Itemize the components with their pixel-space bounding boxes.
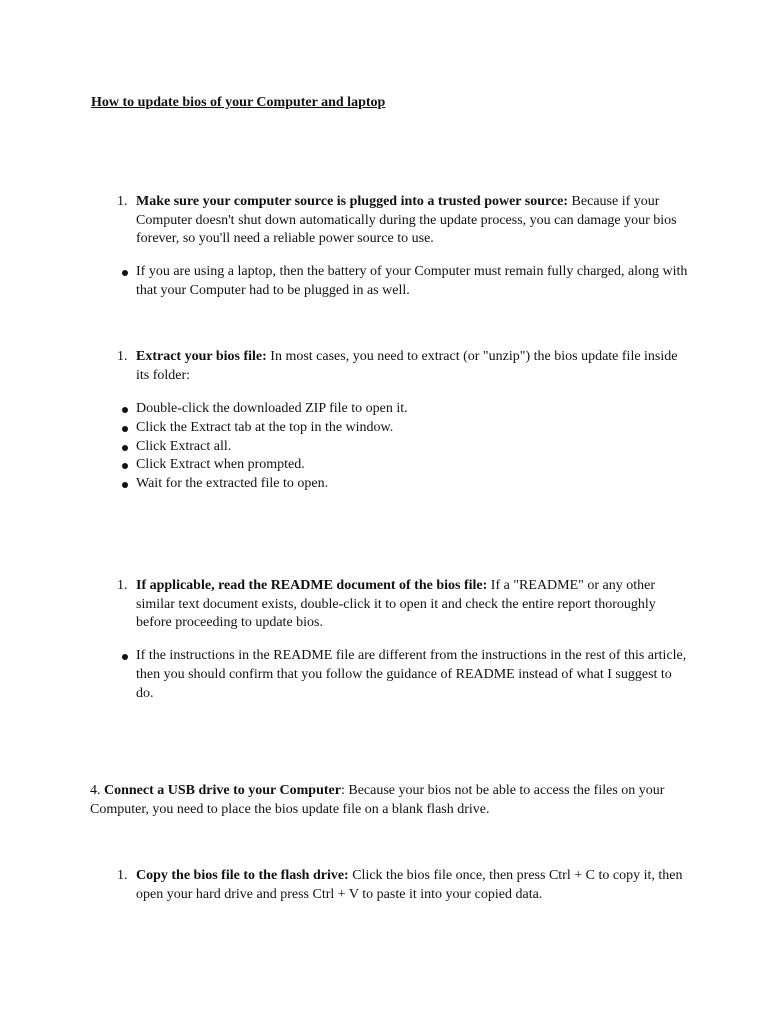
- list-item: [120, 456, 690, 475]
- numbered-paragraph: [90, 782, 690, 819]
- bullet-icon: [122, 654, 128, 660]
- item-lead: Make sure your computer source is plugged into a trusted power source:: [136, 194, 569, 209]
- item-body: [136, 577, 687, 633]
- item-text: : Because your bios not be able to access the files on your Computer, you need to place the bios update file on a blank flash drive.: [90, 783, 665, 817]
- item-lead: Connect a USB drive to your Computer: [104, 783, 341, 798]
- list-item: [120, 438, 690, 457]
- list-item: [120, 475, 690, 494]
- list-item: [120, 647, 690, 703]
- item-text: In most cases, you need to extract (or "unzip") the bios update file inside its folder:: [136, 349, 678, 383]
- item-body: [136, 348, 687, 385]
- item-lead: Extract your bios file:: [136, 349, 267, 364]
- bullet-icon: [122, 270, 128, 276]
- list-item: [120, 400, 690, 419]
- list-item-text: Click Extract all.: [136, 438, 232, 454]
- list-item: [120, 263, 690, 301]
- item-number: 4.: [90, 783, 101, 798]
- bullet-icon: [122, 482, 128, 488]
- item-number: 1.: [117, 349, 128, 364]
- item-number: 1.: [117, 868, 128, 883]
- numbered-item: [117, 193, 687, 249]
- list-item-text: Double-click the downloaded ZIP file to open it.: [136, 401, 408, 416]
- document-title: How to update bios of your Computer and laptop: [91, 95, 386, 110]
- bullet-list: [120, 400, 690, 494]
- list-item-text: If the instructions in the README file are different from the instructions in the rest of this article, then you should confirm that you follow the guidance of README instead of what I suggest to do.: [136, 648, 687, 701]
- bullet-list: [120, 647, 690, 703]
- bullet-icon: [122, 407, 128, 413]
- list-item-text: Click the Extract tab at the top in the window.: [136, 419, 394, 435]
- item-lead: If applicable, read the README document of the bios file:: [136, 578, 488, 593]
- item-number: 1.: [117, 578, 128, 593]
- item-text: Because if your Computer doesn't shut down automatically during the update process, you can damage your bios forever, so you'll need a reliable power source to use.: [136, 194, 677, 246]
- item-body: [136, 193, 687, 249]
- item-text: If a "README" or any other similar text document exists, double-click it to open it and check the entire report thoroughly before proceeding to update bios.: [136, 578, 656, 630]
- list-item-text: Click Extract when prompted.: [136, 457, 305, 473]
- list-item: [120, 419, 690, 438]
- list-item-text: Wait for the extracted file to open.: [136, 476, 329, 492]
- bullet-icon: [122, 463, 128, 469]
- numbered-item: [117, 348, 687, 385]
- item-number: 1.: [117, 194, 128, 209]
- bullet-icon: [122, 445, 128, 451]
- bullet-icon: [122, 426, 128, 432]
- list-item-text: If you are using a laptop, then the battery of your Computer must remain fully charged, along with that your Computer had to be plugged in as well.: [136, 264, 688, 298]
- item-lead: Copy the bios file to the flash drive:: [136, 868, 349, 883]
- numbered-item: [117, 577, 687, 633]
- item-body: [136, 867, 687, 904]
- numbered-item: [117, 867, 687, 904]
- item-text: Click the bios file once, then press Ctrl + C to copy it, then open your hard drive and press Ctrl + V to paste it into your copied data.: [136, 868, 683, 902]
- bullet-list: [120, 263, 690, 301]
